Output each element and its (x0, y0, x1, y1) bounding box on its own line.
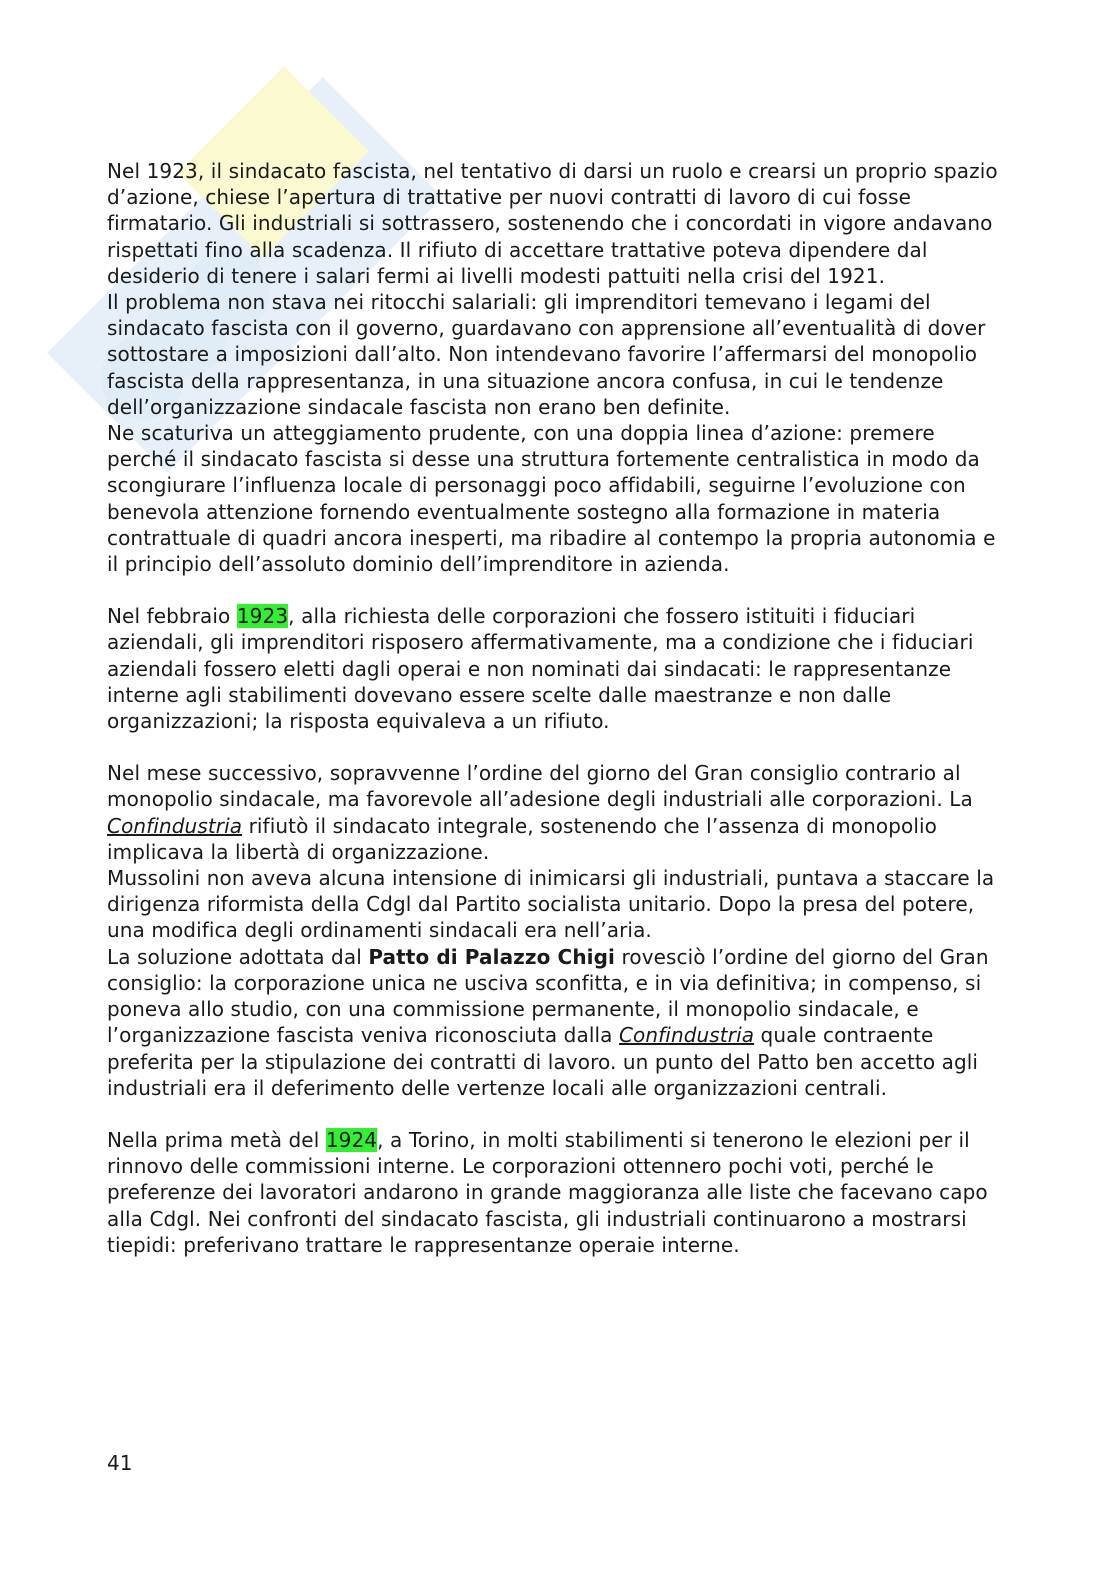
paragraph-1: Nel 1923, il sindacato fascista, nel tentativo di darsi un ruolo e crearsi un proprio spazio d’azione, chiese l’apertura di trattative per nuovi contratti di lavoro di cui fosse firmatario. Gli industriali si sottrassero, sostenendo che i concordati in vigore andavano rispettati fino alla scadenza. Il rifiuto di accettare trattative poteva dipendere dal desiderio di tenere i salari fermi ai livelli modesti pattuiti nella crisi del 1921. (107, 159, 998, 288)
paragraph-gap (107, 577, 1007, 603)
paragraph-gap (107, 1101, 1007, 1127)
paragraph-3: Ne scaturiva un atteggiamento prudente, con una doppia linea d’azione: premere perché il sindacato fascista si desse una struttura fortemente centralistica in modo da scongiurare l’influenza locale di personaggi poco affidabili, seguirne l’evoluzione con benevola attenzione fornendo eventualmente sostegno alla formazione in materia contrattuale di quadri ancora inesperti, ma ribadire al contempo la propria autonomia e il principio dell’assoluto dominio dell’imprenditore in azienda. (107, 421, 996, 577)
text-run: rifiutò il sindacato integrale, sostenendo che l’assenza di monopolio implicava la libertà di organizzazione. (107, 813, 937, 864)
confindustria-reference: Confindustria (107, 813, 243, 838)
paragraph-2: Il problema non stava nei ritocchi salariali: gli imprenditori temevano i legami del sindacato fascista con il governo, guardavano con apprensione all’eventualità di dover sottostare a imposizioni dall’alto. Non intendevano favorire l’affermarsi del monopolio fascista della rappresentanza, in una situazione ancora confusa, in cui le tendenze dell’organizzazione sindacale fascista non erano ben definite. (107, 290, 986, 419)
highlighted-year: 1924 (325, 1127, 378, 1152)
text-run: Nel mese successivo, sopravvenne l’ordine del giorno del Gran consiglio contrario al monopolio sindacale, ma favorevole all’adesione degli industriali alle corporazioni. La (107, 761, 973, 812)
page-number: 41 (107, 1451, 133, 1475)
text-run: La soluzione adottata dal (107, 944, 369, 969)
paragraph-6: Mussolini non aveva alcuna intensione di inimicarsi gli industriali, puntava a staccare la dirigenza riformista della Cdgl dal Partito socialista unitario. Dopo la presa del potere, una modifica degli ordinamenti sindacali era nell’aria. (107, 866, 995, 943)
text-run: Nel febbraio (107, 604, 237, 629)
text-run: , a Torino, in molti stabilimenti si tenerono le elezioni per il rinnovo delle commissioni interne. Le corporazioni ottennero pochi voti, perché le preferenze dei lavoratori andarono in grande maggioranza alle liste che facevano capo alla Cdgl. Nei confronti del sindacato fascista, gli industriali continuarono a mostrarsi tiepidi: preferivano trattare le rappresentanze operaie interne. (107, 1127, 988, 1257)
text-run: , alla richiesta delle corporazioni che fossero istituiti i fiduciari aziendali, gli imprenditori risposero affermativamente, ma a condizione che i fiduciari aziendali fossero eletti dagli operai e non nominati dai sindacati: le rappresentanze interne agli stabilimenti dovevano essere scelte dalle maestranze e non dalle organizzazioni; la risposta equivaleva a un rifiuto. (107, 604, 974, 734)
paragraph-8 (107, 1127, 1007, 1258)
text-run: rovesciò l’ordine del giorno del Gran consiglio: la corporazione unica ne usciva sconfitta, e in via definitiva; in compenso, si poneva allo studio, con una commissione permanente, il monopolio sindacale, e l’organizzazione fascista veniva riconosciuta dalla (107, 944, 989, 1048)
paragraph-4 (107, 603, 1007, 734)
bold-term: Patto di Palazzo Chigi (368, 944, 616, 969)
paragraph-gap (107, 734, 1007, 760)
text-run: Nella prima metà del (107, 1127, 326, 1152)
confindustria-reference: Confindustria (618, 1023, 755, 1048)
text-run: quale contraente preferita per la stipulazione dei contratti di lavoro. un punto del Patto ben accetto agli industriali era il deferimento delle vertenze locali alle organizzazioni centrali. (107, 1023, 979, 1100)
document-body (107, 158, 1007, 1258)
highlighted-year: 1923 (236, 604, 289, 629)
paragraph-7 (107, 944, 1007, 1101)
paragraph-5 (107, 760, 1007, 865)
